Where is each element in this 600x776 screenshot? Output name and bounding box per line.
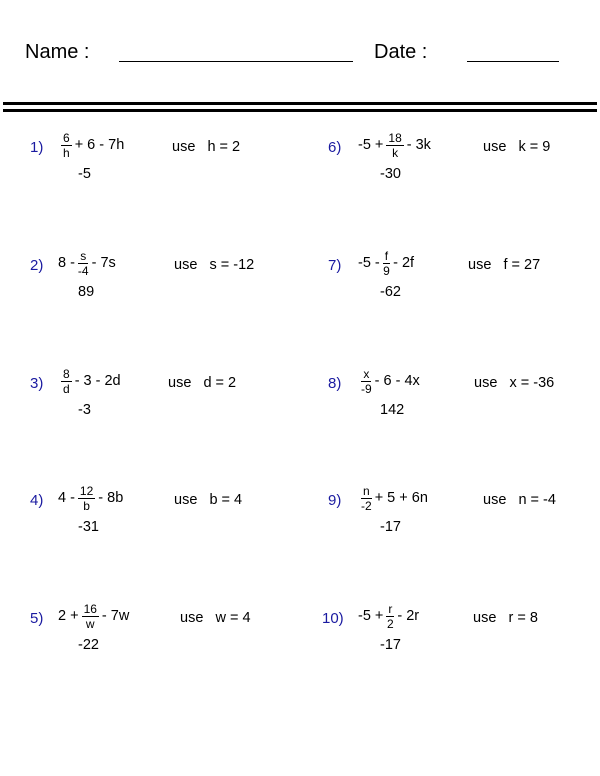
problem-number: 8) — [328, 375, 342, 392]
problem-number: 3) — [30, 375, 44, 392]
expression-prefix: 4 - — [58, 489, 75, 506]
fraction-numerator: 18 — [388, 130, 402, 145]
fraction-denominator: d — [63, 381, 70, 396]
problem-4 — [30, 481, 320, 551]
problem-number: 7) — [328, 257, 342, 274]
fraction-denominator: -2 — [361, 498, 372, 513]
fraction-denominator: h — [63, 145, 70, 160]
fraction-numerator: f — [384, 248, 389, 263]
problem-number: 10) — [322, 610, 344, 627]
problem-8 — [328, 364, 600, 434]
fraction-denominator: b — [83, 498, 90, 513]
answer: -22 — [78, 637, 99, 653]
fraction-denominator: 9 — [383, 263, 390, 278]
expression-suffix: - 2f — [393, 254, 415, 271]
fraction-numerator: n — [363, 483, 370, 498]
substitution-hint: use k = 9 — [483, 139, 551, 155]
problem-3 — [30, 364, 320, 434]
problem-number: 9) — [328, 492, 342, 509]
date-label: Date : — [374, 41, 428, 63]
header-rule-bottom — [3, 109, 597, 112]
expression-fraction — [361, 368, 372, 395]
substitution-hint: use x = -36 — [474, 375, 555, 391]
fraction-numerator: 6 — [63, 130, 70, 145]
substitution-hint: use n = -4 — [483, 492, 556, 508]
problem-1 — [30, 128, 320, 198]
expression-suffix: - 7s — [91, 254, 116, 271]
header-rule-top — [3, 102, 597, 105]
problem-expression — [58, 364, 121, 398]
answer: -3 — [78, 402, 91, 418]
fraction-denominator: -9 — [361, 381, 372, 396]
substitution-hint: use r = 8 — [473, 610, 538, 626]
expression-fraction — [383, 250, 390, 277]
problem-2 — [30, 246, 320, 316]
expression-fraction — [386, 132, 403, 159]
expression-fraction — [82, 603, 99, 630]
expression-suffix: - 6 - 4x — [374, 372, 420, 389]
fraction-denominator: 2 — [387, 616, 394, 631]
expression-suffix: + 5 + 6n — [374, 489, 428, 506]
problem-expression — [58, 599, 129, 633]
expression-fraction — [386, 603, 394, 630]
expression-prefix: -5 + — [358, 607, 384, 624]
problem-number: 1) — [30, 139, 44, 156]
expression-fraction — [78, 485, 95, 512]
problem-6 — [328, 128, 600, 198]
problem-number: 4) — [30, 492, 44, 509]
expression-prefix: -5 + — [358, 136, 384, 153]
problem-expression — [358, 364, 420, 398]
answer: 89 — [78, 284, 95, 300]
expression-suffix: - 7w — [101, 607, 130, 624]
substitution-hint: use d = 2 — [168, 375, 237, 391]
expression-prefix: 8 - — [58, 254, 75, 271]
answer: -62 — [380, 284, 401, 300]
name-blank[interactable] — [119, 61, 353, 62]
problem-number: 2) — [30, 257, 44, 274]
substitution-hint: use s = -12 — [174, 257, 255, 273]
problem-number: 5) — [30, 610, 44, 627]
answer: -17 — [380, 519, 401, 535]
problem-5 — [30, 599, 320, 669]
problem-9 — [328, 481, 600, 551]
date-blank[interactable] — [467, 61, 559, 62]
substitution-hint: use h = 2 — [172, 139, 241, 155]
substitution-hint: use w = 4 — [180, 610, 251, 626]
substitution-hint: use f = 27 — [468, 257, 541, 273]
problem-7 — [328, 246, 600, 316]
problem-expression — [358, 481, 428, 515]
expression-suffix: - 2r — [397, 607, 420, 624]
expression-suffix: - 3k — [406, 136, 431, 153]
expression-fraction — [78, 250, 89, 277]
expression-prefix: 2 + — [58, 607, 79, 624]
problem-expression — [358, 128, 431, 162]
problem-expression — [358, 246, 414, 280]
answer: -5 — [78, 166, 91, 182]
expression-fraction — [61, 132, 72, 159]
problem-expression — [58, 481, 123, 515]
problem-expression — [358, 599, 419, 633]
fraction-numerator: 8 — [63, 366, 70, 381]
answer: -30 — [380, 166, 401, 182]
answer: 142 — [380, 402, 405, 418]
fraction-denominator: w — [85, 616, 95, 631]
expression-fraction — [361, 485, 372, 512]
expression-prefix: -5 - — [358, 254, 380, 271]
expression-suffix: - 3 - 2d — [74, 372, 121, 389]
fraction-numerator: s — [80, 248, 87, 263]
fraction-denominator: k — [392, 145, 399, 160]
expression-suffix: + 6 - 7h — [74, 136, 125, 153]
expression-fraction — [61, 368, 72, 395]
name-label: Name : — [25, 41, 90, 63]
fraction-numerator: x — [363, 366, 370, 381]
problem-expression — [58, 246, 116, 280]
substitution-hint: use b = 4 — [174, 492, 243, 508]
expression-suffix: - 8b — [98, 489, 124, 506]
fraction-denominator: -4 — [77, 263, 89, 278]
problem-expression — [58, 128, 124, 162]
problem-10 — [322, 599, 600, 669]
answer: -31 — [78, 519, 99, 535]
fraction-numerator: r — [388, 601, 393, 616]
problem-number: 6) — [328, 139, 342, 156]
answer: -17 — [380, 637, 401, 653]
fraction-numerator: 12 — [79, 483, 94, 498]
fraction-numerator: 16 — [83, 601, 97, 616]
